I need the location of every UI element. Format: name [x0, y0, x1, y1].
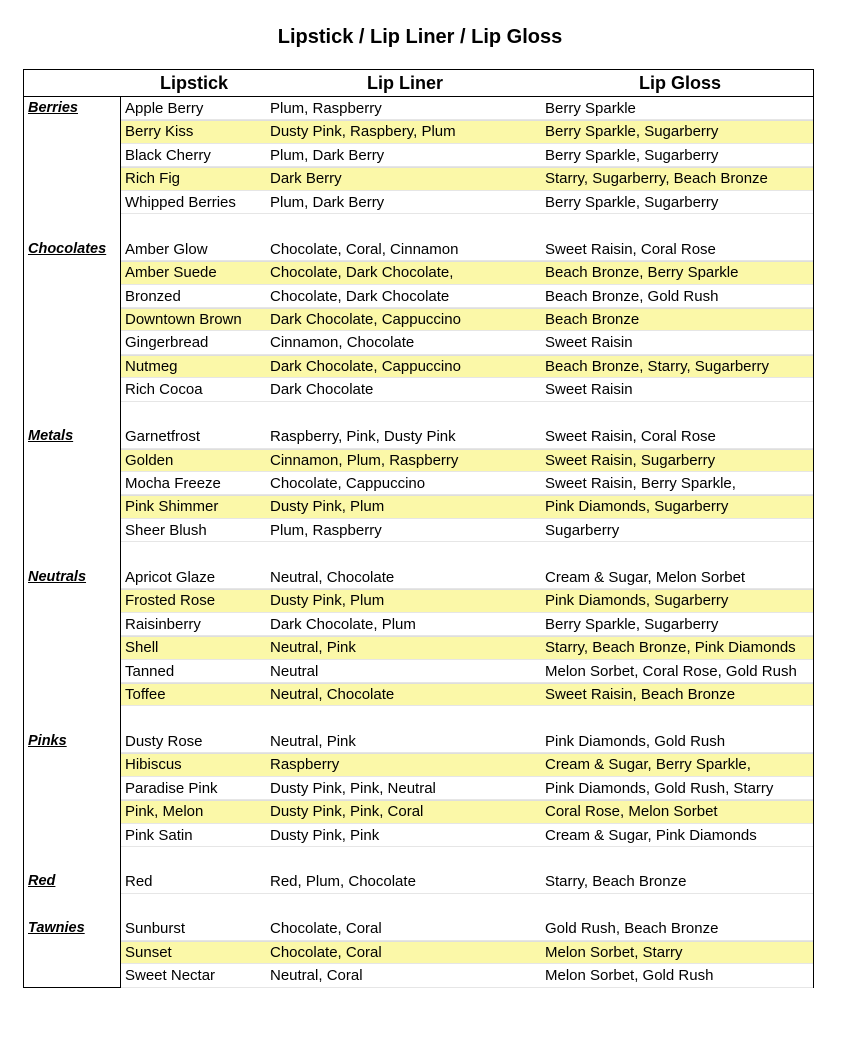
lip-gloss-cell: Beach Bronze, Starry, Sugarberry [545, 357, 769, 375]
lip-gloss-cell: Starry, Beach Bronze [545, 873, 687, 891]
lipstick-cell: Dusty Rose [125, 732, 203, 750]
lip-gloss-cell: Sweet Raisin, Berry Sparkle, [545, 475, 736, 492]
lipstick-cell: Rich Fig [125, 170, 181, 188]
lipstick-cell: Rich Cocoa [125, 381, 203, 399]
lip-liner-cell: Dark Chocolate, Cappuccino [270, 357, 461, 375]
table-row [24, 753, 813, 776]
lipstick-cell: Sweet Nectar [125, 967, 216, 985]
spacer-row [24, 894, 813, 917]
lip-liner-cell: Raspberry [270, 756, 340, 774]
lipstick-cell: Downtown Brown [125, 310, 242, 328]
lip-gloss-cell: Coral Rose, Melon Sorbet [545, 803, 718, 821]
table-row [24, 285, 813, 308]
lip-gloss-cell: Melon Sorbet, Coral Rose, Gold Rush [545, 662, 797, 680]
table-row [24, 308, 813, 331]
lipstick-cell: Mocha Freeze [125, 475, 221, 492]
spacer-row [24, 542, 813, 565]
table-row [24, 191, 813, 214]
table-row [24, 660, 813, 683]
lip-liner-cell: Chocolate, Coral, Cinnamon [270, 240, 459, 258]
spacer-row [24, 402, 813, 425]
lip-liner-cell: Neutral, Pink [270, 639, 356, 657]
table-row [24, 519, 813, 542]
lip-liner-cell: Neutral, Chocolate [270, 568, 395, 586]
lipstick-cell: Nutmeg [125, 357, 178, 375]
lip-liner-cell: Dusty Pink, Pink [270, 826, 380, 844]
lipstick-cell: Sheer Blush [125, 521, 207, 539]
lip-gloss-cell: Starry, Beach Bronze, Pink Diamonds [545, 639, 796, 657]
lip-liner-cell: Dusty Pink, Pink, Coral [270, 803, 424, 821]
lipstick-cell: Sunset [125, 943, 172, 961]
table-row [24, 941, 813, 964]
lip-liner-cell: Plum, Dark Berry [270, 193, 385, 211]
lip-liner-cell: Cinnamon, Plum, Raspberry [270, 451, 459, 469]
table-row [24, 261, 813, 284]
table-row [24, 824, 813, 847]
group-label: Chocolates [28, 240, 107, 257]
lip-liner-cell: Red, Plum, Chocolate [270, 873, 416, 891]
lipstick-cell: Raisinberry [125, 615, 201, 633]
lip-gloss-cell: Beach Bronze, Gold Rush [545, 287, 719, 305]
row-highlight [121, 941, 813, 964]
lip-gloss-cell: Sugarberry [545, 521, 620, 539]
lip-gloss-cell: Sweet Raisin, Beach Bronze [545, 685, 736, 703]
group-label: Neutrals [28, 568, 87, 585]
group-label: Red [28, 873, 56, 890]
lipstick-cell: Red [125, 873, 153, 891]
group-label: Tawnies [28, 920, 85, 937]
table-row [24, 683, 813, 706]
lip-gloss-cell: Cream & Sugar, Berry Sparkle, [545, 756, 751, 774]
lip-liner-cell: Chocolate, Coral [270, 943, 382, 961]
table-row [24, 449, 813, 472]
lip-gloss-cell: Berry Sparkle, Sugarberry [545, 193, 719, 211]
group-label: Pinks [28, 732, 67, 749]
table-row [24, 566, 813, 589]
lip-gloss-cell: Pink Diamonds, Gold Rush [545, 732, 726, 750]
lipstick-cell: Hibiscus [125, 756, 182, 774]
lipstick-cell: Gingerbread [125, 334, 209, 352]
lip-gloss-cell: Sweet Raisin, Coral Rose [545, 428, 716, 446]
table-body [24, 97, 813, 988]
lip-gloss-cell: Sweet Raisin [545, 334, 633, 352]
table-row [24, 495, 813, 518]
lip-gloss-cell: Pink Diamonds, Gold Rush, Starry [545, 779, 774, 797]
table-row [24, 730, 813, 753]
spacer-row [24, 214, 813, 237]
table-row [24, 355, 813, 378]
table-row [24, 425, 813, 448]
lipstick-cell: Golden [125, 451, 174, 469]
lip-gloss-cell: Cream & Sugar, Melon Sorbet [545, 568, 746, 586]
lipstick-cell: Pink, Melon [125, 803, 204, 821]
lip-gloss-cell: Sweet Raisin [545, 381, 633, 399]
lipstick-cell: Apple Berry [125, 100, 204, 117]
lip-gloss-cell: Starry, Sugarberry, Beach Bronze [545, 170, 768, 188]
lip-liner-cell: Dusty Pink, Plum [270, 498, 385, 516]
lipstick-cell: Pink Satin [125, 826, 193, 844]
page-title: Lipstick / Lip Liner / Lip Gloss [277, 26, 563, 48]
lipstick-cell: Shell [125, 639, 159, 657]
lip-gloss-cell: Gold Rush, Beach Bronze [545, 920, 719, 938]
table-row [24, 589, 813, 612]
lip-gloss-cell: Berry Sparkle, Sugarberry [545, 615, 719, 633]
table-row [24, 613, 813, 636]
lip-liner-cell: Dark Chocolate, Cappuccino [270, 310, 461, 328]
lip-gloss-cell: Berry Sparkle, Sugarberry [545, 123, 719, 141]
spacer-row [24, 706, 813, 729]
table-row [24, 378, 813, 401]
table-row [24, 97, 813, 120]
row-divider [121, 941, 813, 942]
lipstick-cell: Whipped Berries [125, 193, 236, 211]
lip-liner-cell: Raspberry, Pink, Dusty Pink [270, 428, 456, 446]
lipstick-cell: Paradise Pink [125, 779, 218, 797]
lip-liner-cell: Neutral, Pink [270, 732, 356, 750]
lip-liner-cell: Chocolate, Dark Chocolate, [270, 264, 454, 282]
table-row [24, 636, 813, 659]
lip-liner-cell: Chocolate, Coral [270, 920, 382, 938]
table-row [24, 777, 813, 800]
lipstick-cell: Amber Glow [125, 240, 208, 258]
lip-liner-cell: Dark Chocolate [270, 381, 374, 399]
table-row [24, 120, 813, 143]
lip-gloss-cell: Beach Bronze [545, 310, 640, 328]
lip-gloss-cell: Melon Sorbet, Gold Rush [545, 967, 714, 985]
table-row [24, 238, 813, 261]
lip-liner-cell: Plum, Raspberry [270, 521, 382, 539]
table-row [24, 472, 813, 495]
lip-products-table [23, 69, 814, 988]
lip-liner-cell: Dusty Pink, Raspbery, Plum [270, 123, 456, 141]
lip-liner-cell: Chocolate, Cappuccino [270, 475, 426, 492]
lip-gloss-cell: Pink Diamonds, Sugarberry [545, 592, 729, 610]
lip-liner-cell: Dark Chocolate, Plum [270, 615, 416, 633]
lipstick-cell: Pink Shimmer [125, 498, 219, 516]
lipstick-cell: Amber Suede [125, 264, 217, 282]
lip-liner-cell: Dark Berry [270, 170, 342, 188]
lip-liner-cell: Plum, Dark Berry [270, 146, 385, 164]
lip-gloss-cell: Sweet Raisin, Coral Rose [545, 240, 716, 258]
lip-gloss-cell: Sweet Raisin, Sugarberry [545, 451, 716, 469]
lip-liner-cell: Neutral [270, 662, 319, 680]
lip-gloss-cell: Berry Sparkle [545, 100, 636, 117]
lipstick-cell: Bronzed [125, 287, 181, 305]
group-label: Metals [28, 428, 74, 445]
table-row [24, 800, 813, 823]
table-row [24, 331, 813, 354]
table-row [24, 870, 813, 893]
lip-gloss-cell: Cream & Sugar, Pink Diamonds [545, 826, 757, 844]
lipstick-cell: Apricot Glaze [125, 568, 216, 586]
lip-liner-cell: Plum, Raspberry [270, 100, 382, 117]
lipstick-cell: Sunburst [125, 920, 186, 938]
spacer-row [24, 847, 813, 870]
lip-gloss-cell: Melon Sorbet, Starry [545, 943, 683, 961]
lipstick-cell: Berry Kiss [125, 123, 194, 141]
column-header-lip-liner: Lip Liner [367, 73, 443, 93]
lip-gloss-cell: Beach Bronze, Berry Sparkle [545, 264, 739, 282]
lip-liner-cell: Dusty Pink, Plum [270, 592, 385, 610]
lip-liner-cell: Dusty Pink, Pink, Neutral [270, 779, 436, 797]
table-row [24, 964, 813, 987]
lip-gloss-cell: Pink Diamonds, Sugarberry [545, 498, 729, 516]
column-header-lip-gloss: Lip Gloss [638, 73, 721, 93]
lipstick-cell: Toffee [125, 685, 166, 703]
lipstick-cell: Garnetfrost [125, 428, 201, 446]
table-row [24, 167, 813, 190]
group-label: Berries [28, 100, 78, 116]
lipstick-cell: Tanned [125, 662, 175, 680]
lip-liner-cell: Cinnamon, Chocolate [270, 334, 415, 352]
lip-liner-cell: Neutral, Coral [270, 967, 363, 985]
column-header-lipstick: Lipstick [159, 73, 229, 93]
lipstick-cell: Black Cherry [125, 146, 211, 164]
table-row [24, 144, 813, 167]
lip-liner-cell: Chocolate, Dark Chocolate [270, 287, 450, 305]
lip-liner-cell: Neutral, Chocolate [270, 685, 395, 703]
lip-gloss-cell: Berry Sparkle, Sugarberry [545, 146, 719, 164]
table-row [24, 917, 813, 940]
lipstick-cell: Frosted Rose [125, 592, 216, 610]
